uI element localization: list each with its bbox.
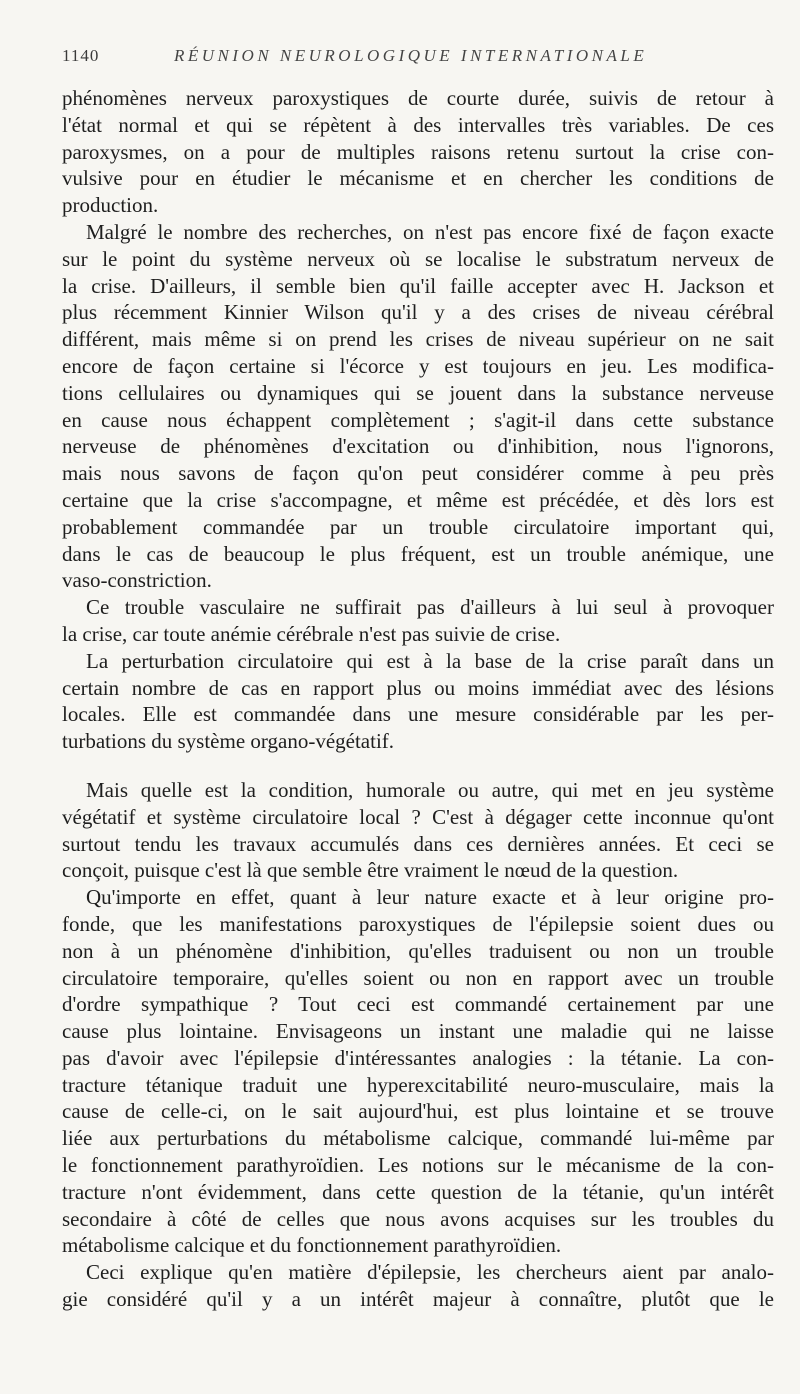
running-title: RÉUNION NEUROLOGIQUE INTERNATIONALE	[174, 46, 648, 65]
text-line: paroxysmes, on a pour de multiples raisons retenu surtout la crise con-	[62, 139, 774, 164]
text-line: probablement commandée par un trouble circulatoire important qui,	[62, 514, 774, 539]
paragraph	[62, 85, 774, 219]
text-line: circulatoire temporaire, qu'elles soient ou non en rapport avec un trouble	[62, 965, 774, 990]
text-line: tracture n'ont évidemment, dans cette question de la tétanie, qu'un intérêt	[62, 1179, 774, 1204]
text-line: plus récemment Kinnier Wilson qu'il y a des crises de niveau cérébral	[62, 300, 774, 325]
text-line: secondaire à côté de celles que nous avons acquises sur les troubles du	[62, 1206, 774, 1231]
text-line: fonde, que les manifestations paroxystiques de l'épilepsie soient dues ou	[62, 911, 774, 936]
paragraph	[62, 648, 774, 755]
text-line: Qu'importe en effet, quant à leur nature exacte et à leur origine pro-	[86, 885, 774, 910]
text-line: tracture tétanique traduit une hyperexcitabilité neuro-musculaire, mais la	[62, 1072, 774, 1097]
text-line: cause de celle-ci, on le sait aujourd'hui, est plus lointaine et se trouve	[62, 1099, 774, 1124]
text-line: conçoit, puisque c'est là que semble être vraiment le nœud de la question.	[62, 858, 679, 883]
text-line: gie considéré qu'il y a un intérêt majeur à connaître, plutôt que le	[62, 1287, 774, 1312]
text-line: production.	[62, 193, 159, 218]
text-line: La perturbation circulatoire qui est à la base de la crise paraît dans un	[86, 648, 774, 673]
text-line: cause plus lointaine. Envisageons un instant une maladie qui ne laisse	[62, 1019, 774, 1044]
paragraph	[62, 884, 774, 1259]
text-line: encore de façon certaine si l'écorce y est toujours en jeu. Les modifica-	[62, 353, 774, 378]
text-line: dans le cas de beaucoup le plus fréquent, est un trouble anémique, une	[62, 541, 774, 566]
text-line: Malgré le nombre des recherches, on n'est pas encore fixé de façon exacte	[86, 219, 774, 244]
text-line: surtout tendu les travaux accumulés dans ces dernières années. Et ceci se	[62, 831, 774, 856]
paragraph	[62, 777, 774, 884]
text-line: l'état normal et qui se répètent à des intervalles très variables. De ces	[62, 112, 774, 137]
text-line: végétatif et système circulatoire local ? C'est à dégager cette inconnue qu'ont	[62, 804, 774, 829]
paragraph	[62, 1259, 774, 1313]
text-line: en cause nous échappent complètement ; s'agit-il dans cette substance	[62, 407, 774, 432]
text-line: la crise. D'ailleurs, il semble bien qu'il faille accepter avec H. Jackson et	[62, 273, 774, 298]
text-line: Ce trouble vasculaire ne suffirait pas d'ailleurs à lui seul à provoquer	[86, 595, 774, 620]
body-text	[62, 85, 774, 1313]
text-line: certain nombre de cas en rapport plus ou moins immédiat avec des lésions	[62, 675, 774, 700]
text-line: différent, mais même si on prend les crises de niveau supérieur on ne sait	[62, 327, 774, 352]
text-line: le fonctionnement parathyroïdien. Les notions sur le mécanisme de la con-	[62, 1153, 774, 1178]
text-line: liée aux perturbations du métabolisme calcique, commandé lui-même par	[62, 1126, 774, 1151]
text-line: pas d'avoir avec l'épilepsie d'intéressantes analogies : la tétanie. La con-	[62, 1045, 774, 1070]
text-line: d'ordre sympathique ? Tout ceci est commandé certainement par une	[62, 992, 774, 1017]
text-line: Mais quelle est la condition, humorale ou autre, qui met en jeu système	[86, 777, 774, 802]
text-line: locales. Elle est commandée dans une mesure considérable par les per-	[62, 702, 774, 727]
text-line: tions cellulaires ou dynamiques qui se jouent dans la substance nerveuse	[62, 380, 774, 405]
text-line: certaine que la crise s'accompagne, et même est précédée, et dès lors est	[62, 487, 774, 512]
text-line: mais nous savons de façon qu'on peut considérer comme à peu près	[62, 461, 774, 486]
text-line: la crise, car toute anémie cérébrale n'est pas suivie de crise.	[62, 621, 561, 646]
text-line: vulsive pour en étudier le mécanisme et en chercher les conditions de	[62, 166, 774, 191]
paragraph	[62, 594, 774, 648]
text-line: phénomènes nerveux paroxystiques de courte durée, suivis de retour à	[62, 86, 774, 110]
text-line: sur le point du système nerveux où se localise le substratum nerveux de	[62, 246, 774, 271]
text-line: nerveuse de phénomènes d'excitation ou d'inhibition, nous l'ignorons,	[62, 434, 774, 459]
text-line: Ceci explique qu'en matière d'épilepsie, les chercheurs aient par analo-	[86, 1260, 774, 1285]
text-line: non à un phénomène d'inhibition, qu'elles traduisent ou non un trouble	[62, 938, 774, 963]
text-line: vaso-constriction.	[62, 568, 212, 593]
section-gap	[62, 755, 774, 777]
page-number: 1140	[62, 46, 100, 65]
text-line: turbations du système organo-végétatif.	[62, 729, 395, 754]
running-head	[62, 46, 760, 74]
paragraph	[62, 219, 774, 594]
text-line: métabolisme calcique et du fonctionnement parathyroïdien.	[62, 1233, 562, 1258]
